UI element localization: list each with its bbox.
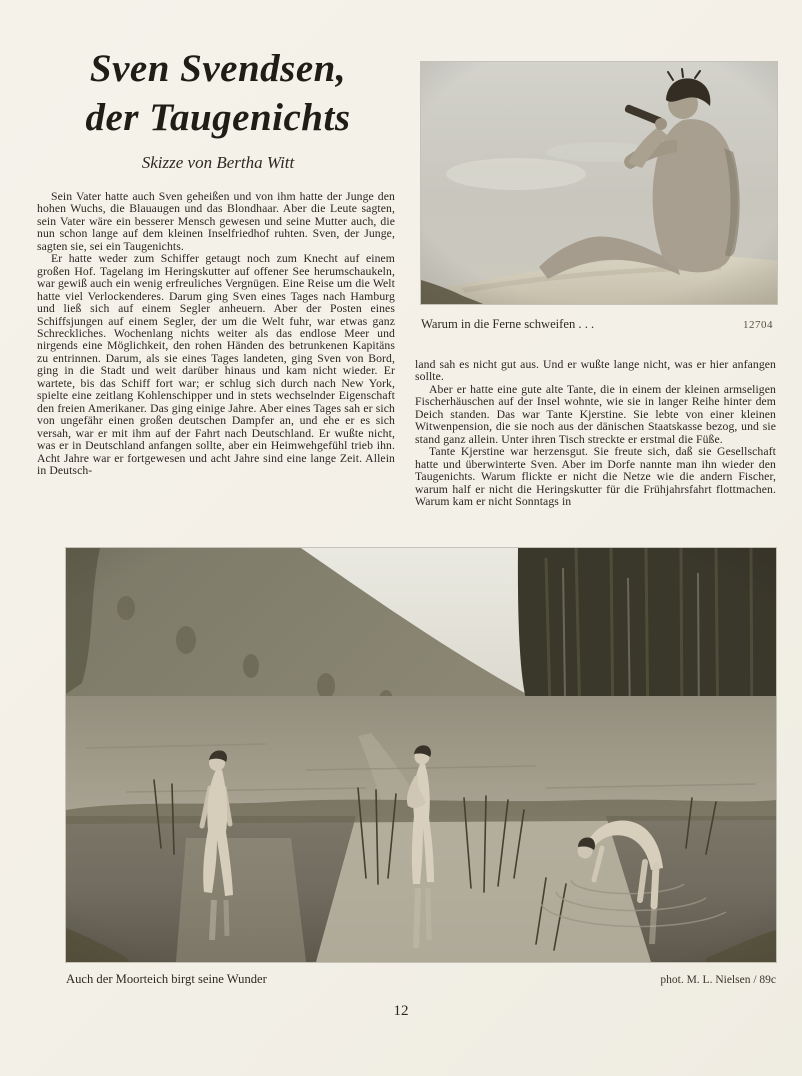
photo-vignette <box>66 548 776 962</box>
paragraph: Aber er hatte eine gute alte Tante, die in einem der kleinen armseligen Fischerhäuschen auf der Insel wohnte, wie sie in langer Reihe hinter dem Deich standen. Das war Tante Kjerstine. Sie lebte von einer kleinen Witwenpension, die sie noch aus der dänischen Staatskasse bezog, und sie stand ganz allein. Unter ihren Tisch streckte er erstmal die Füße. <box>415 382 776 446</box>
photo-vignette <box>421 62 777 304</box>
paragraph: Er hatte weder zum Schiffer getaugt noch zum Knecht auf einem großen Hof. Tagelang im Heringskutter auf offener See herumschaukeln, war gewiß auch ein wenig erfreuliches Vergnügen. Eine Reise um die Welt hatte viel Verlockenderes. Darum ging Sven eines Tages nach Hamburg und ließ sich auf einem Segler anheuern. Aber der Posten eines Schiffsjungen auf einem Segler, der um die Welt fuhr, war etwas ganz Schreckliches. Wochenlang nichts weiter als das endlose Meer und nirgends eine Möglichkeit, den rohen Händen des betrunkenen Kapitäns zu entrinnen. Darum, als sie eines Tages landeten, ging Sven von Bord, ging in die Stadt und weit darüber hinaus und kam nicht wieder. Er wartete, bis das Schiff fort war; er schlug sich durch nach New York, spielte eine zeitlang Kohlenschipper und in stets wechselnder Eigenschaft den freien Amerikaner. Das ging einige Jahre. Aber eines Tages sah er sich von ungefähr einen großen deutschen Dampfer an, und ehe er es sich versah, war er mit ihm auf der Fahrt nach Deutschland. Er wußte nicht, was er in Deutschland anfangen sollte, aber ein Heimwehgefühl trieb ihn. Acht Jahre war er fortgewesen und acht Jahre sind eine lange Zeit. Allein in Deutsch- <box>37 252 395 477</box>
article-title-line2: der Taugenichts <box>85 96 351 139</box>
photo-top-caption-row <box>421 317 773 332</box>
photo-top-ref-number: 12704 <box>743 319 773 331</box>
article-subtitle: Skizze von Bertha Witt <box>141 153 295 172</box>
photo-top-seaside-lookout <box>421 62 777 304</box>
page-number: 12 <box>393 1003 409 1019</box>
text-column-left <box>37 191 395 477</box>
text-column-right <box>415 359 776 508</box>
photo-top-illustration <box>421 62 777 304</box>
photo-bottom-caption-row <box>66 972 776 987</box>
article-title-line1: Sven Svendsen, <box>89 47 347 90</box>
paragraph: Sein Vater hatte auch Sven geheißen und von ihm hatte der Junge den hohen Wuchs, die Blauaugen und das Blondhaar. Aber die Leute sagten, sein Vater wäre ein besserer Mensch gewesen und seine Mutter auch, die nun schon lange auf dem kleinen Inselfriedhof ruhten. Sven, der Junge, sagten sie, sei ein Taugenichts. <box>37 190 395 253</box>
article-header <box>40 44 396 173</box>
photo-bottom-illustration <box>66 548 776 962</box>
photo-bottom-caption: Auch der Moorteich birgt seine Wunder <box>66 972 267 986</box>
paragraph: Tante Kjerstine war herzensgut. Sie freute sich, daß sie Gesellschaft hatte und überwinterte Sven. Aber im Dorfe nannte man ihn wieder den Taugenichts. Warum flickte er nicht die Netze wie die andern Fischer, warum half er nicht die Heringskutter für die Frühjahrsfahrt flottmachen. Warum kam er nicht Sonntags in <box>415 445 776 508</box>
photo-bottom-moor-pond <box>66 548 776 962</box>
photo-bottom-credit: phot. M. L. Nielsen / 89c <box>660 974 776 986</box>
paragraph: land sah es nicht gut aus. Und er wußte lange nicht, was er hier anfangen sollte. <box>415 358 776 384</box>
photo-top-caption: Warum in die Ferne schweifen . . . <box>421 317 595 331</box>
